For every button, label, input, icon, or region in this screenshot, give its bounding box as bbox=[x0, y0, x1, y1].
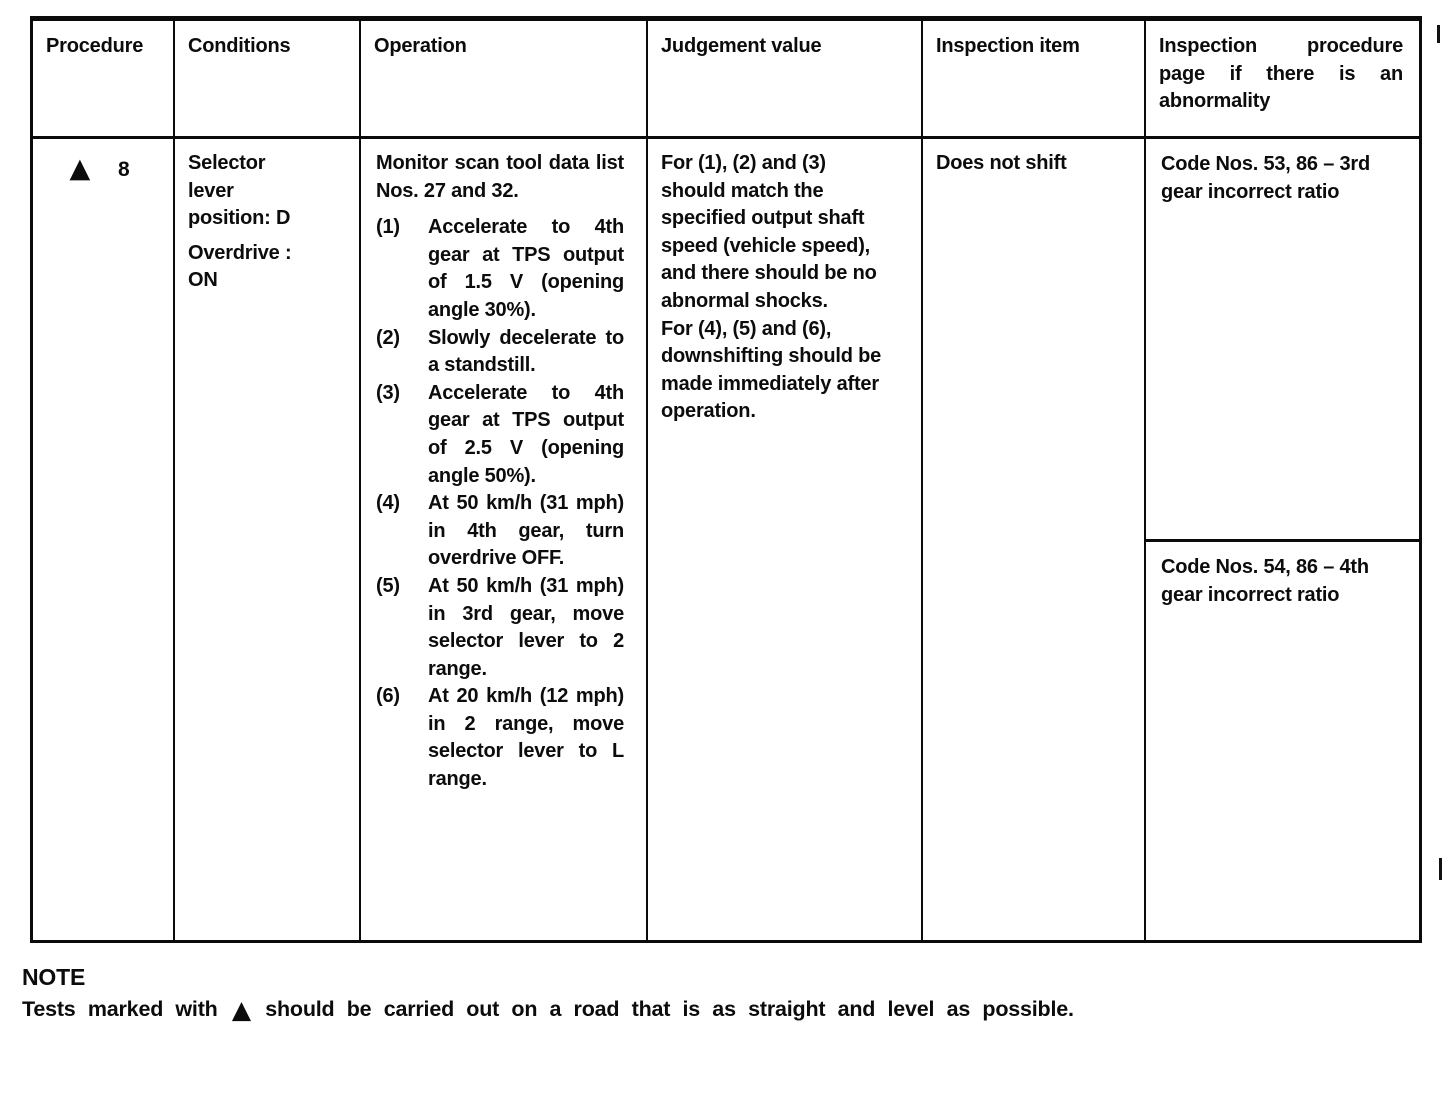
step-number: (4) bbox=[376, 492, 400, 515]
operation-step bbox=[376, 573, 624, 683]
step-number: (1) bbox=[376, 216, 400, 239]
note-title: NOTE bbox=[22, 964, 86, 990]
scan-artifact bbox=[1439, 858, 1442, 880]
triangle-marker-icon: ▲ bbox=[231, 995, 251, 1024]
inspection-procedure-entry: Code Nos. 54, 86 – 4th gear incorrect ratio bbox=[1161, 556, 1369, 606]
judgement-paragraph: For (4), (5) and (6), downshifting should be made immediately after operation. bbox=[661, 317, 882, 423]
condition-line: Overdrive : ON bbox=[188, 241, 292, 292]
judgement-paragraph: For (1), (2) and (3) should match the specified output shaft speed (vehicle speed), and there should be no abnormal shocks. bbox=[661, 152, 877, 312]
operation-intro: Monitor scan tool data list Nos. 27 and 32. bbox=[376, 152, 624, 202]
condition-line: Selector lever position: D bbox=[188, 152, 291, 230]
step-text: At 20 km/h (12 mph) in 2 range, move selector lever to L range. bbox=[428, 685, 624, 791]
operation-step bbox=[376, 490, 624, 573]
diagnostic-table bbox=[30, 16, 1422, 943]
step-text: At 50 km/h (31 mph) in 4th gear, turn overdrive OFF. bbox=[428, 492, 624, 570]
triangle-marker-icon: ▲ bbox=[69, 153, 91, 184]
step-text: Accelerate to 4th gear at TPS output of 2.5 V (opening angle 50%). bbox=[428, 381, 624, 487]
step-text: Slowly decelerate to a standstill. bbox=[428, 326, 624, 377]
cell-inspection-procedure bbox=[1144, 139, 1419, 940]
note-text-after: should be carried out on a road that is as straight and level as possible. bbox=[265, 997, 1074, 1021]
note-text-before: Tests marked with bbox=[22, 997, 218, 1021]
header-judgement-value: Judgement value bbox=[646, 21, 921, 139]
scan-artifact bbox=[1437, 25, 1440, 43]
cell-operation bbox=[359, 139, 646, 940]
cell-conditions bbox=[173, 139, 359, 940]
step-text: Accelerate to 4th gear at TPS output of 1.5 V (opening angle 30%). bbox=[428, 216, 624, 321]
inspection-procedure-entry: Code Nos. 53, 86 – 3rd gear incorrect ratio bbox=[1146, 139, 1419, 542]
step-number: (5) bbox=[376, 574, 400, 597]
header-conditions: Conditions bbox=[173, 21, 359, 139]
step-number: (3) bbox=[376, 381, 400, 404]
cell-judgement-value bbox=[646, 139, 921, 940]
note-section bbox=[22, 964, 1352, 1024]
operation-step bbox=[376, 325, 624, 380]
inspection-item-text: Does not shift bbox=[936, 152, 1067, 174]
step-text: At 50 km/h (31 mph) in 3rd gear, move selector lever to 2 range. bbox=[428, 574, 624, 680]
header-inspection-item: Inspection item bbox=[921, 21, 1144, 139]
step-number: (2) bbox=[376, 326, 400, 349]
cell-inspection-item bbox=[921, 139, 1144, 940]
operation-step bbox=[376, 683, 624, 793]
procedure-number: 8 bbox=[118, 158, 130, 181]
operation-step bbox=[376, 380, 624, 490]
note-text bbox=[22, 996, 1352, 1024]
operation-step bbox=[376, 214, 624, 324]
header-operation: Operation bbox=[359, 21, 646, 139]
step-number: (6) bbox=[376, 685, 400, 708]
header-inspection-procedure: Inspection procedure page if there is an abnormality bbox=[1144, 21, 1419, 139]
cell-procedure bbox=[33, 139, 173, 940]
header-procedure: Procedure bbox=[33, 21, 173, 139]
